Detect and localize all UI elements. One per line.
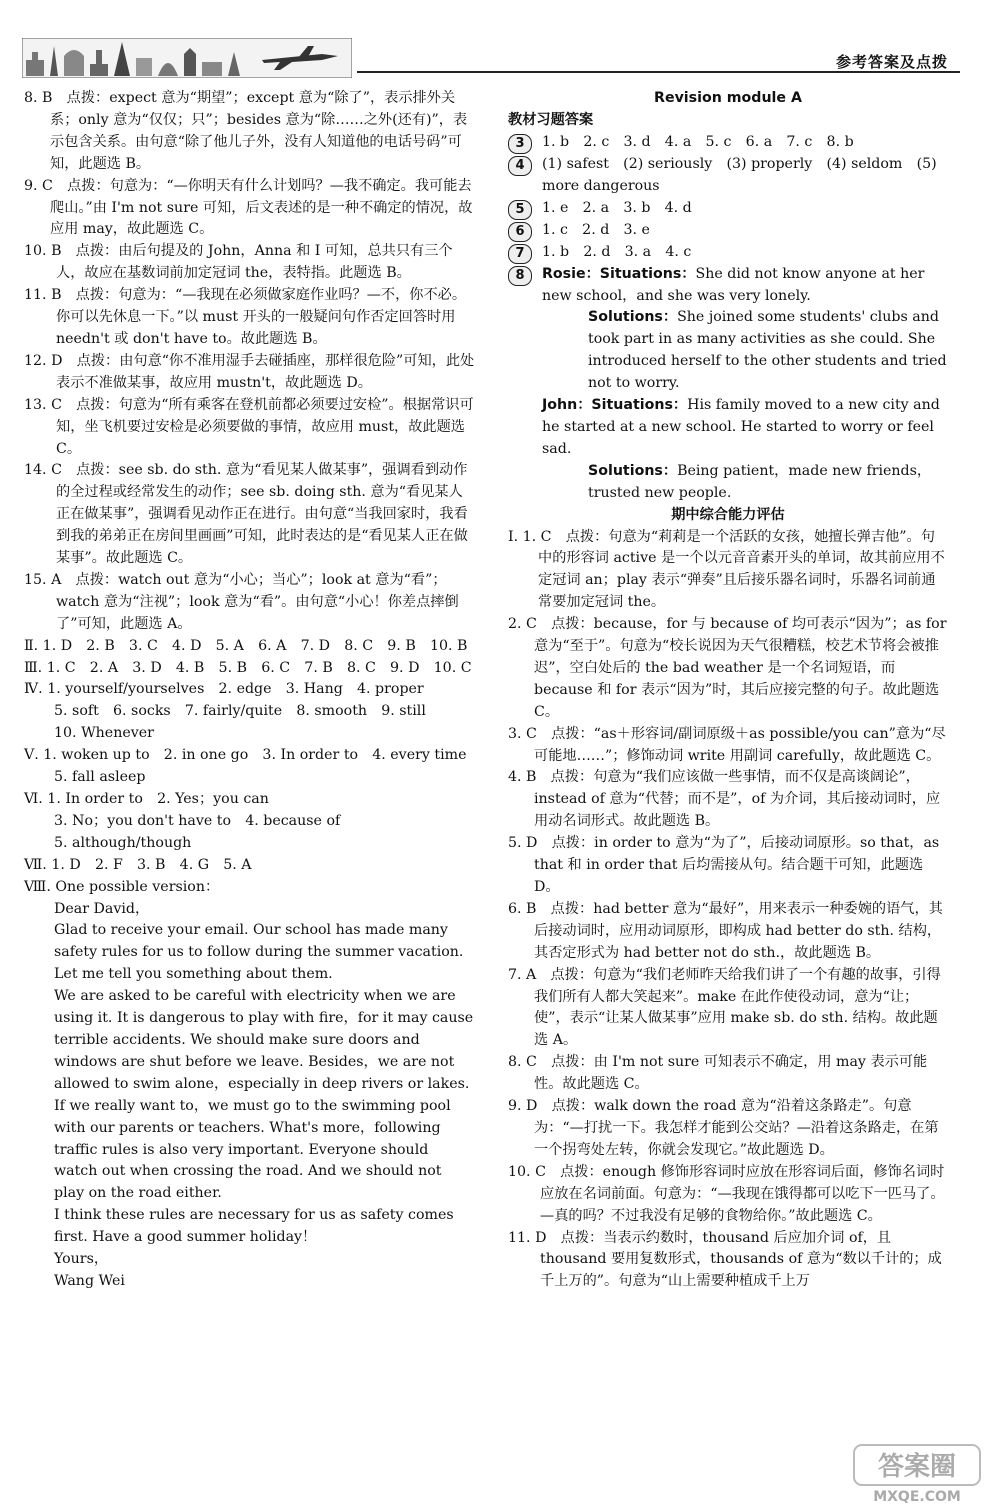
- answer-item: Ⅳ. 1. yourself/yourselves 2. edge 3. Hang 4. proper: [24, 681, 424, 698]
- answer-item: Ⅲ. 1. C 2. A 3. D 4. B 5. B 6. C 7. B 8. C 9. D 10. C: [24, 659, 472, 676]
- answer-item: 6. B 点拨：had better 意为“最好”，用来表示一种委婉的语气，其后接动词时，应用动词原形，即构成 had better do sth. 结构，其否定形式为 had better not do sth.，故此题选 B。: [508, 900, 943, 961]
- number-badge: 8: [508, 266, 532, 286]
- john-situations-text: His family moved to a new city and he started at a new school. He started to worry or feel sad.: [542, 397, 940, 457]
- answer-item: Dear David，: [54, 900, 150, 917]
- numbered-answer: [508, 242, 948, 264]
- numbered-answer-text: 1. b 2. d 3. a 4. c: [542, 243, 692, 260]
- john-solutions-text: Being patient，made new friends，trusted new people.: [588, 462, 932, 501]
- answer-item: I think these rules are necessary for us as safety comes first. Have a good summer holiday！: [54, 1207, 454, 1246]
- answer-item: 3. C 点拨：“as＋形容词/副词原级＋as possible/you can”意为“尽可能地……”；修饰动词 write 用副词 carefully，故此题选 C。: [508, 725, 946, 764]
- answer-item: Ⅴ. 1. woken up to 2. in one go 3. In order to 4. every time: [24, 747, 467, 764]
- travel-banner-illustration: [22, 38, 352, 78]
- numbered-answer: [508, 154, 948, 198]
- number-badge: 3: [508, 134, 532, 154]
- rosie-situations-text: She did not know anyone at her new school，and she was very lonely.: [542, 265, 925, 304]
- answer-item: Ⅵ. 1. In order to 2. Yes；you can: [24, 791, 269, 807]
- midterm-answers: [508, 527, 948, 1294]
- numbered-answers: [508, 132, 948, 264]
- numbered-answer: [508, 198, 948, 220]
- numbered-answer: [508, 132, 948, 154]
- answer-item: 11. B 点拨：句意为：“—我现在必须做家庭作业吗？—不，你不必。你可以先休息一下。”以 must 开头的一般疑问句作否定回答时用 needn't 或 don't have to。故此题选 B。: [24, 287, 467, 347]
- answer-item: Yours，: [54, 1251, 109, 1268]
- answer-item: Ⅰ. 1. C 点拨：句意为“莉莉是一个活跃的女孩，她擅长弹吉他”。句中的形容词 active 是一个以元音音素开头的单词，故其前应用不定冠词 an；play 表示“弹奏”且后接乐器名词时，乐器名词前通常要加定冠词 the。: [508, 528, 945, 611]
- number-badge: 7: [508, 244, 532, 264]
- answer-item: 9. C 点拨：句意为：“—你明天有什么计划吗？—我不确定。我可能去爬山。”由 I'm not sure 可知，后文表述的是一种不确定的情况，故应用 may，故此题选 C。: [24, 177, 473, 238]
- answer-item: 11. D 点拨：当表示约数时，thousand 后应加介词 of，且 thousand 要用复数形式，thousands of 意为“数以千计的；成千上万的”。句意为“山上需要种植成千上万: [508, 1229, 942, 1290]
- answer-8-body: [542, 264, 948, 505]
- answer-item: 13. C 点拨：句意为“所有乘客在登机前都必须要过安检”。根据常识可知，坐飞机要过安检是必须要做的事情，故应用 must，故此题选 C。: [24, 396, 474, 457]
- number-badge: 5: [508, 200, 532, 220]
- answer-item: 5. although/though: [54, 834, 192, 851]
- left-column: [24, 88, 476, 1293]
- answer-item: 4. B 点拨：句意为“我们应该做一些事情，而不仅是高谈阔论”，instead of 意为“代替；而不是”，of 为介词，其后接动词时，应用动名词形式。故此题选 B。: [508, 769, 941, 830]
- answer-item: 12. D 点拨：由句意“你不准用湿手去碰插座，那样很危险”可知，此处表示不准做某事，故应用 mustn't，故此题选 D。: [24, 352, 475, 391]
- answer-item: 2. C 点拨：because，for 与 because of 均可表示“因为”；as for 意为“至于”。句意为“校长说因为天气很糟糕，校艺术节将会被推迟”，空白处后的 the bad weather 是一个名词短语，而 because 和 for 表示“因为”时，其后应接完整的句子。故此题选 C。: [508, 616, 947, 720]
- numbered-answer: [508, 220, 948, 242]
- midterm-title: 期中综合能力评估: [671, 506, 785, 523]
- textbook-answers-title: 教材习题答案: [508, 111, 594, 128]
- situations-label: Situations：: [599, 265, 696, 282]
- header-title: 参考答案及点拨: [835, 53, 948, 71]
- numbered-answer-text: 1. e 2. a 3. b 4. d: [542, 199, 692, 216]
- rosie-solutions: [542, 307, 948, 395]
- answer-item: 3. No；you don't have to 4. because of: [54, 812, 341, 829]
- answer-item: 10. C 点拨：enough 修饰形容词时应放在形容词后面，修饰名词时应放在名词前面。句意为：“—我现在饿得都可以吃下一匹马了。—真的吗？不过我没有足够的食物给你。”故此题选 C。: [508, 1163, 945, 1224]
- solutions-label: Solutions：: [588, 462, 678, 479]
- page-header: [22, 38, 960, 80]
- right-column: [508, 88, 948, 1293]
- answer-item: Ⅱ. 1. D 2. B 3. C 4. D 5. A 6. A 7. D 8. C 9. B 10. B: [24, 637, 468, 654]
- answer-item: 5. soft 6. socks 7. fairly/quite 8. smooth 9. still: [54, 703, 426, 720]
- answer-item: 5. D 点拨：in order to 意为“为了”，后接动词原形。so that，as that 和 in order that 后均需接从句。结合题干可知，此题选 D。: [508, 835, 940, 895]
- answer-item: 5. fall asleep: [54, 769, 146, 786]
- number-badge: 4: [508, 156, 532, 176]
- john-situations: [542, 395, 948, 461]
- answer-item: We are asked to be careful with electricity when we are using it. It is dangerous to play with fire，for it may cause terrible accidents. We should make sure doors and windows are shut before we leave. Besides，we are not allowed to swim alone，especially in deep rivers or lakes. If we really want to，we must go to the swimming pool with our parents or teachers. What's more，following traffic rules is also very important. Everyone should watch out when crossing the road. And we should not play on the road either.: [54, 988, 474, 1202]
- rosie-situations: [542, 264, 948, 308]
- answer-8: [508, 264, 948, 505]
- module-title: Revision module A: [654, 90, 802, 106]
- answer-item: 10. Whenever: [54, 725, 154, 742]
- answer-item: 7. A 点拨：句意为“我们老师昨天给我们讲了一个有趣的故事，引得我们所有人都大笑起来”。make 在此作使役动词，意为“让；使”，表示“让某人做某事”应用 make sb. do sth. 结构。故此题选 A。: [508, 966, 941, 1049]
- solutions-label: Solutions：: [588, 309, 678, 326]
- answer-item: 15. A 点拨：watch out 意为“小心；当心”；look at 意为“看”；watch 意为“注视”；look 意为“看”。由句意“小心！你差点摔倒了”可知，此题选 A。: [24, 571, 459, 632]
- john-solutions: [542, 461, 948, 505]
- answer-item: 14. C 点拨：see sb. do sth. 意为“看见某人做某事”，强调看到动作的全过程或经常发生的动作；see sb. doing sth. 意为“看见某人正在做某事”，强调看见动作正在进行。由句意“当我回家时，我看到我的弟弟正在房间里画画”可知，此时表达的是“看见某人正在做某事”。故此题选 C。: [24, 462, 468, 567]
- answer-item: 8. C 点拨：由 I'm not sure 可知表示不确定，用 may 表示可能性。故此题选 C。: [508, 1054, 928, 1093]
- situations-label: Situations：: [591, 397, 688, 414]
- answer-item: Glad to receive your email. Our school has made many safety rules for us to follow during the summer vacation. Let me tell you something about them.: [54, 922, 464, 983]
- john-label: John：: [542, 397, 592, 414]
- answer-item: 9. D 点拨：walk down the road 意为“沿着这条路走”。句意为：“—打扰一下。我怎样才能到公交站？—沿着这条路走，在第一个拐弯处左转，你就会发现它。”故此题选 D。: [508, 1098, 939, 1158]
- answer-item: Ⅶ. 1. D 2. F 3. B 4. G 5. A: [24, 856, 252, 873]
- number-badge: 6: [508, 222, 532, 242]
- rosie-solutions-text: She joined some students' clubs and took part in as many activities as she could. She introduced herself to the other students and tried not to worry.: [588, 309, 947, 392]
- answer-item: 10. B 点拨：由后句提及的 John，Anna 和 I 可知，总共只有三个人，故应在基数词前加定冠词 the，表特指。此题选 B。: [24, 243, 453, 282]
- answer-item: 8. B 点拨：expect 意为“期望”；except 意为“除了”，表示排外关系；only 意为“仅仅；只”；besides 意为“除……之外(还有)”，表示包含关系。由句意“除了他儿子外，没有人知道他的电话号码”可知，此题选 B。: [24, 90, 468, 172]
- numbered-answer-text: 1. b 2. c 3. d 4. a 5. c 6. a 7. c 8. b: [542, 133, 854, 150]
- answer-item: Wang Wei: [54, 1272, 125, 1289]
- numbered-answer-text: (1) safest (2) seriously (3) properly (4) seldom (5) more dangerous: [542, 155, 937, 194]
- watermark-sub: MXQE.COM: [873, 1489, 961, 1505]
- numbered-answer-text: 1. c 2. d 3. e: [542, 221, 650, 238]
- answer-item: Ⅷ. One possible version：: [24, 878, 220, 895]
- rosie-label: Rosie：: [542, 265, 600, 282]
- site-watermark-logo: [852, 1443, 982, 1505]
- watermark-text: 答案圈: [877, 1452, 957, 1482]
